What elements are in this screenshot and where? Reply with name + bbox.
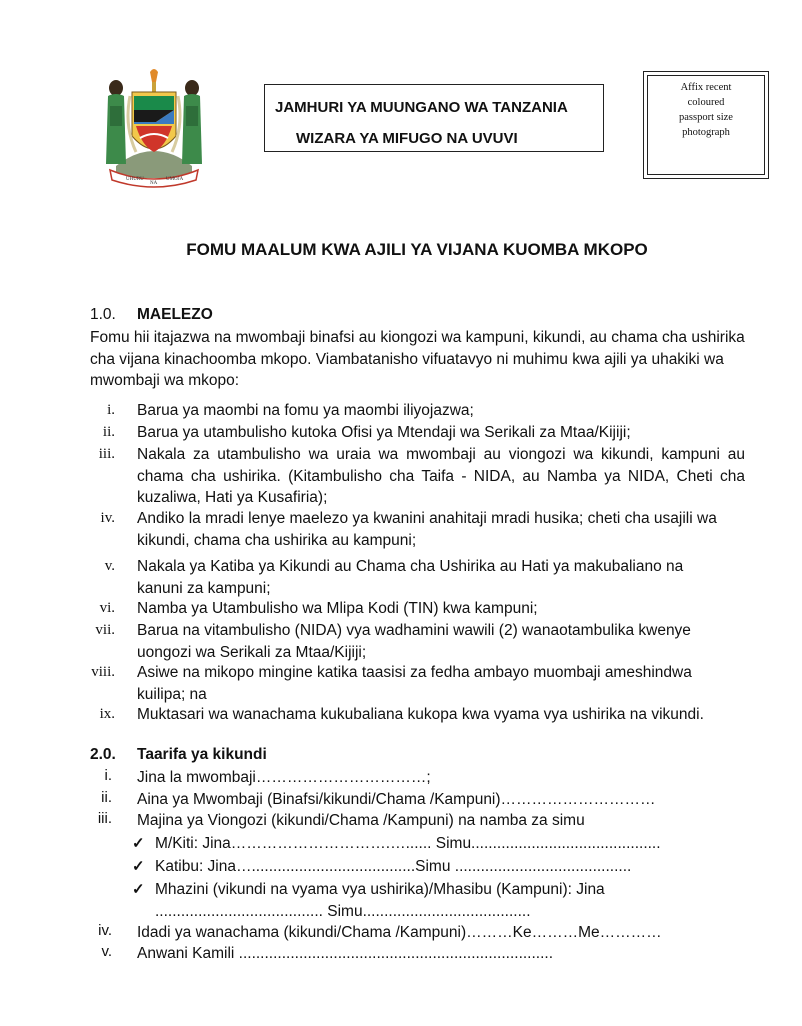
list-number: ii. xyxy=(101,789,112,806)
coat-of-arms-emblem xyxy=(96,66,212,190)
leaders-heading: Majina ya Viongozi (kikundi/Chama /Kampuni) na namba za simu xyxy=(137,812,585,829)
photo-box-inner xyxy=(647,75,765,175)
section2-title: Taarifa ya kikundi xyxy=(137,746,267,763)
applicant-type-field[interactable]: Aina ya Mwombaji (Binafsi/kikundi/Chama /Kampuni)………………………… xyxy=(137,791,656,808)
list-number: i. xyxy=(107,402,115,418)
list-item: Muktasari wa wanachama kukubaliana kukopa kwa vyama vya ushirika na vikundi. xyxy=(137,706,704,723)
header-box xyxy=(264,84,604,152)
list-number: ii. xyxy=(102,424,115,440)
section1-intro: Fomu hii itajazwa na mwombaji binafsi au kiongozi wa kampuni, kikundi, au chama cha ushirika cha vijana kinachoomba mkopo. Viambatanisho vifuatavyo ni muhimu kwa ajili ya uhakiki wa mwombaji wa mkopo: xyxy=(90,329,745,389)
list-number: iv. xyxy=(98,922,112,939)
chairperson-field[interactable]: M/Kiti: Jina………………………….…...... Simu............................................ xyxy=(155,835,661,852)
list-item: Nakala za utambulisho wa uraia wa mwombaji au viongozi wa kikundi, kampuni au chama cha ushirika. (Kitambulisho cha Taifa - NIDA, au Namba ya NIDA, Cheti cha kuzaliwa, Hati ya Kusafiria); xyxy=(137,446,745,506)
checkmark-icon: ✓ xyxy=(132,858,145,875)
list-item: Barua ya maombi na fomu ya maombi iliyojazwa; xyxy=(137,402,474,419)
photo-instructions xyxy=(648,80,764,140)
photo-line: coloured xyxy=(687,97,725,108)
treasurer-field[interactable]: Mhazini (vikundi na vyama vya ushirika)/Mhasibu (Kampuni): Jina xyxy=(155,881,605,898)
list-number: vii. xyxy=(95,622,115,638)
applicant-name-field[interactable]: Jina la mwombaji……………………………; xyxy=(137,769,431,786)
photo-line: passport size xyxy=(679,112,733,123)
member-count-field[interactable]: Idadi ya wanachama (kikundi/Chama /Kampuni)………Ke………Me………… xyxy=(137,924,662,941)
list-number: viii. xyxy=(91,664,115,680)
list-number: v. xyxy=(104,558,115,574)
treasurer-field-line2[interactable]: ....................................... Simu....................................... xyxy=(155,903,531,920)
photo-box[interactable] xyxy=(643,71,769,179)
list-number: iii. xyxy=(97,810,112,827)
full-address-field[interactable]: Anwani Kamili ......................................................................... xyxy=(137,945,554,962)
secretary-field[interactable]: Katibu: Jina…......................................Simu ......................................... xyxy=(155,858,632,875)
list-number: vi. xyxy=(99,600,115,616)
section1-title: MAELEZO xyxy=(137,306,213,323)
form-title: FOMU MAALUM KWA AJILI YA VIJANA KUOMBA MKOPO xyxy=(186,240,648,259)
list-item: Namba ya Utambulisho wa Mlipa Kodi (TIN) kwa kampuni; xyxy=(137,600,538,617)
list-item: Asiwe na mikopo mingine katika taasisi za fedha ambayo muombaji ameshindwa kuilipa; na xyxy=(137,664,692,703)
list-item: Barua ya utambulisho kutoka Ofisi ya Mtendaji wa Serikali za Mtaa/Kijiji; xyxy=(137,424,631,441)
list-number: ix. xyxy=(99,706,115,722)
republic-name: JAMHURI YA MUUNGANO WA TANZANIA xyxy=(275,99,568,116)
section2-number: 2.0. xyxy=(90,746,116,763)
list-item: Andiko la mradi lenye maelezo ya kwanini anahitaji mradi husika; cheti cha usajili wa kikundi, chama cha ushirika au kampuni; xyxy=(137,510,717,549)
emblem-motto-3: UMOJA xyxy=(166,177,184,182)
checkmark-icon: ✓ xyxy=(132,835,145,852)
photo-line: Affix recent xyxy=(680,82,732,93)
checkmark-icon: ✓ xyxy=(132,881,145,898)
list-number: i. xyxy=(104,767,112,784)
list-item: Nakala ya Katiba ya Kikundi au Chama cha Ushirika au Hati ya makubaliano na kanuni za kampuni; xyxy=(137,558,684,597)
emblem-motto-1: UHURU xyxy=(126,177,144,182)
list-item: Barua na vitambulisho (NIDA) vya wadhamini wawili (2) wanaotambulika kwenye uongozi wa Serikali za Mtaa/Kijiji; xyxy=(137,622,691,661)
list-number: iv. xyxy=(100,510,115,526)
list-number: v. xyxy=(101,943,112,960)
section1-number: 1.0. xyxy=(90,306,116,323)
ministry-name: WIZARA YA MIFUGO NA UVUVI xyxy=(296,130,518,147)
photo-line: photograph xyxy=(682,127,730,138)
emblem-motto-2: NA xyxy=(150,181,158,186)
list-number: iii. xyxy=(98,446,115,462)
